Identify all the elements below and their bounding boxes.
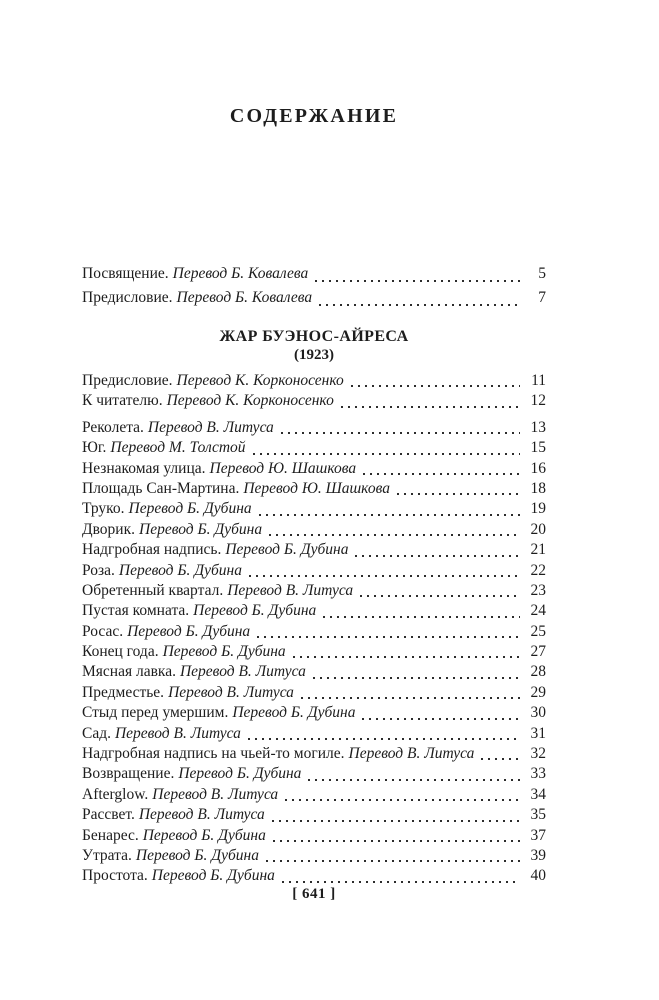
entry-page-number: 19 bbox=[530, 500, 546, 518]
entry-translator: Перевод В. Литуса bbox=[152, 785, 279, 803]
section-header bbox=[82, 327, 546, 365]
toc-entry bbox=[82, 581, 546, 601]
entry-translator: Перевод В. Литуса bbox=[348, 745, 475, 763]
entry-translator: Перевод Б. Дубина bbox=[139, 520, 263, 538]
entry-translator: Перевод Б. Дубина bbox=[127, 622, 251, 640]
toc-entry bbox=[82, 662, 546, 682]
dot-leader bbox=[323, 616, 520, 618]
entry-page-number: 23 bbox=[530, 581, 546, 599]
entry-translator: Перевод Б. Ковалева bbox=[172, 265, 309, 282]
entry-page-number: 24 bbox=[530, 602, 546, 620]
toc-entry bbox=[82, 846, 546, 866]
section-year: (1923) bbox=[294, 347, 334, 363]
entry-page-number: 25 bbox=[530, 622, 546, 640]
entry-title: Дворик. bbox=[82, 520, 135, 538]
entry-page-number: 15 bbox=[530, 439, 546, 457]
entry-page-number: 32 bbox=[530, 745, 546, 763]
dot-leader bbox=[360, 595, 520, 597]
entry-page-number: 21 bbox=[530, 541, 546, 559]
toc-entry bbox=[82, 805, 546, 825]
entry-translator: Перевод Ю. Шашкова bbox=[243, 479, 390, 497]
toc-entry bbox=[82, 703, 546, 723]
entry-page-number: 13 bbox=[530, 418, 546, 436]
toc-entry bbox=[82, 479, 546, 499]
entry-translator: Перевод Б. Дубина bbox=[193, 602, 317, 620]
toc-entry bbox=[82, 438, 546, 458]
entry-page-number: 11 bbox=[531, 372, 546, 389]
toc-entry bbox=[82, 418, 546, 438]
entry-title: Посвящение. bbox=[82, 265, 169, 282]
entry-title: Предисловие. bbox=[82, 372, 173, 389]
entry-translator: Перевод В. Литуса bbox=[179, 663, 306, 681]
toc-entry bbox=[82, 866, 546, 886]
dot-leader bbox=[313, 677, 520, 679]
entry-page-number: 27 bbox=[530, 643, 546, 661]
entry-page-number: 12 bbox=[530, 392, 546, 410]
entry-page-number: 16 bbox=[530, 459, 546, 477]
entry-translator: Перевод В. Литуса bbox=[168, 683, 294, 701]
dot-leader bbox=[272, 820, 520, 822]
entry-page-number: 30 bbox=[530, 704, 546, 722]
entry-title: Утрата. bbox=[82, 846, 132, 864]
entry-page-number: 39 bbox=[530, 846, 546, 864]
dot-leader bbox=[397, 493, 520, 495]
toc-entry bbox=[82, 642, 546, 662]
page-title: СОДЕРЖАНИЕ bbox=[229, 105, 399, 127]
entry-translator: Перевод В. Литуса bbox=[147, 418, 274, 436]
entry-title: Надгробная надпись. bbox=[82, 541, 222, 559]
entry-translator: Перевод Ю. Шашкова bbox=[209, 459, 357, 477]
toc-entry bbox=[82, 262, 546, 286]
entry-title: Мясная лавка. bbox=[82, 663, 176, 681]
toc-entry bbox=[82, 391, 546, 411]
toc-entry bbox=[82, 459, 546, 479]
dot-leader bbox=[301, 697, 520, 699]
entry-title: Сад. bbox=[82, 724, 111, 742]
entry-title: Возвращение. bbox=[82, 765, 175, 783]
entry-title: Бенарес. bbox=[82, 826, 139, 844]
entry-translator: Перевод Б. Дубина bbox=[118, 561, 242, 579]
entry-translator: Перевод К. Корконосенко bbox=[176, 372, 344, 389]
entry-title: Надгробная надпись на чьей-то могиле. bbox=[82, 745, 345, 763]
dot-leader bbox=[248, 738, 520, 740]
entry-title: Пустая комната. bbox=[82, 602, 190, 620]
dot-leader bbox=[293, 656, 520, 658]
entry-translator: Перевод В. Литуса bbox=[138, 806, 265, 824]
entry-translator: Перевод М. Толстой bbox=[110, 439, 246, 457]
entry-translator: Перевод Б. Дубина bbox=[232, 704, 356, 722]
entry-page-number: 29 bbox=[530, 683, 546, 701]
dot-leader bbox=[253, 453, 520, 455]
toc-entry bbox=[82, 744, 546, 764]
dot-leader bbox=[281, 432, 520, 434]
entry-page-number: 35 bbox=[530, 806, 546, 824]
entry-title: Площадь Сан-Мартина. bbox=[82, 479, 240, 497]
entry-title: Предместье. bbox=[82, 683, 165, 701]
entry-translator: Перевод Б. Дубина bbox=[178, 765, 302, 783]
dot-leader bbox=[308, 779, 520, 781]
entry-title: Труко. bbox=[82, 500, 125, 518]
entry-page-number: 7 bbox=[538, 289, 546, 306]
entry-page-number: 22 bbox=[530, 561, 546, 579]
dot-leader bbox=[249, 575, 520, 577]
section-title: ЖАР БУЭНОС-АЙРЕСА bbox=[219, 328, 409, 345]
folio-page-number: [ 641 ] bbox=[292, 886, 336, 902]
entry-translator: Перевод К. Корконосенко bbox=[166, 392, 334, 410]
dot-leader bbox=[351, 385, 520, 387]
entry-page-number: 34 bbox=[530, 785, 546, 803]
dot-leader bbox=[259, 514, 520, 516]
entry-title: Стыд перед умершим. bbox=[82, 704, 229, 722]
dot-leader bbox=[269, 534, 520, 536]
dot-leader bbox=[285, 799, 520, 801]
toc-entry bbox=[82, 561, 546, 581]
dot-leader bbox=[266, 860, 520, 862]
toc-entry bbox=[82, 622, 546, 642]
entry-translator: Перевод Б. Ковалева bbox=[176, 289, 313, 306]
entry-translator: Перевод Б. Дубина bbox=[135, 846, 259, 864]
toc-entry bbox=[82, 499, 546, 519]
front-matter-list bbox=[82, 262, 546, 310]
toc-entry bbox=[82, 286, 546, 310]
entry-title: Конец года. bbox=[82, 643, 159, 661]
section-entry-list bbox=[82, 371, 546, 887]
dot-leader bbox=[363, 473, 520, 475]
dot-leader bbox=[282, 881, 520, 883]
entry-title: Простота. bbox=[82, 867, 148, 885]
toc-entry bbox=[82, 540, 546, 560]
entry-title: Реколета. bbox=[82, 418, 144, 436]
dot-leader bbox=[257, 636, 520, 638]
entry-translator: Перевод Б. Дубина bbox=[142, 826, 266, 844]
entry-translator: Перевод Б. Дубина bbox=[128, 500, 252, 518]
entry-translator: Перевод В. Литуса bbox=[227, 581, 354, 599]
dot-leader bbox=[341, 406, 520, 408]
entry-page-number: 40 bbox=[530, 867, 546, 885]
entry-title: Юг. bbox=[82, 439, 107, 457]
entry-page-number: 33 bbox=[530, 765, 546, 783]
entry-title: К читателю. bbox=[82, 392, 163, 410]
dot-leader bbox=[273, 840, 520, 842]
entry-title: Afterglow. bbox=[82, 785, 149, 803]
entry-page-number: 28 bbox=[530, 663, 546, 681]
entry-page-number: 37 bbox=[530, 826, 546, 844]
entry-page-number: 18 bbox=[530, 479, 546, 497]
toc-entry bbox=[82, 785, 546, 805]
entry-translator: Перевод В. Литуса bbox=[114, 724, 241, 742]
entry-translator: Перевод Б. Дубина bbox=[225, 541, 349, 559]
entry-translator: Перевод Б. Дубина bbox=[162, 643, 286, 661]
entry-title: Предисловие. bbox=[82, 289, 173, 306]
entry-title: Рассвет. bbox=[82, 806, 135, 824]
toc-entry bbox=[82, 826, 546, 846]
toc-entry bbox=[82, 371, 546, 391]
dot-leader bbox=[319, 304, 520, 306]
dot-leader bbox=[355, 555, 520, 557]
toc-entry bbox=[82, 724, 546, 744]
entry-title: Роза. bbox=[82, 561, 115, 579]
entry-page-number: 20 bbox=[530, 520, 546, 538]
entry-translator: Перевод Б. Дубина bbox=[151, 867, 275, 885]
toc-entry bbox=[82, 764, 546, 784]
toc-entry bbox=[82, 683, 546, 703]
entry-title: Обретенный квартал. bbox=[82, 581, 224, 599]
toc-entry bbox=[82, 520, 546, 540]
entry-title: Незнакомая улица. bbox=[82, 459, 206, 477]
dot-leader bbox=[481, 758, 520, 760]
toc-entry bbox=[82, 601, 546, 621]
entry-title: Росас. bbox=[82, 622, 124, 640]
entry-page-number: 5 bbox=[538, 265, 546, 282]
entry-page-number: 31 bbox=[530, 724, 546, 742]
dot-leader bbox=[315, 280, 520, 282]
dot-leader bbox=[362, 718, 520, 720]
